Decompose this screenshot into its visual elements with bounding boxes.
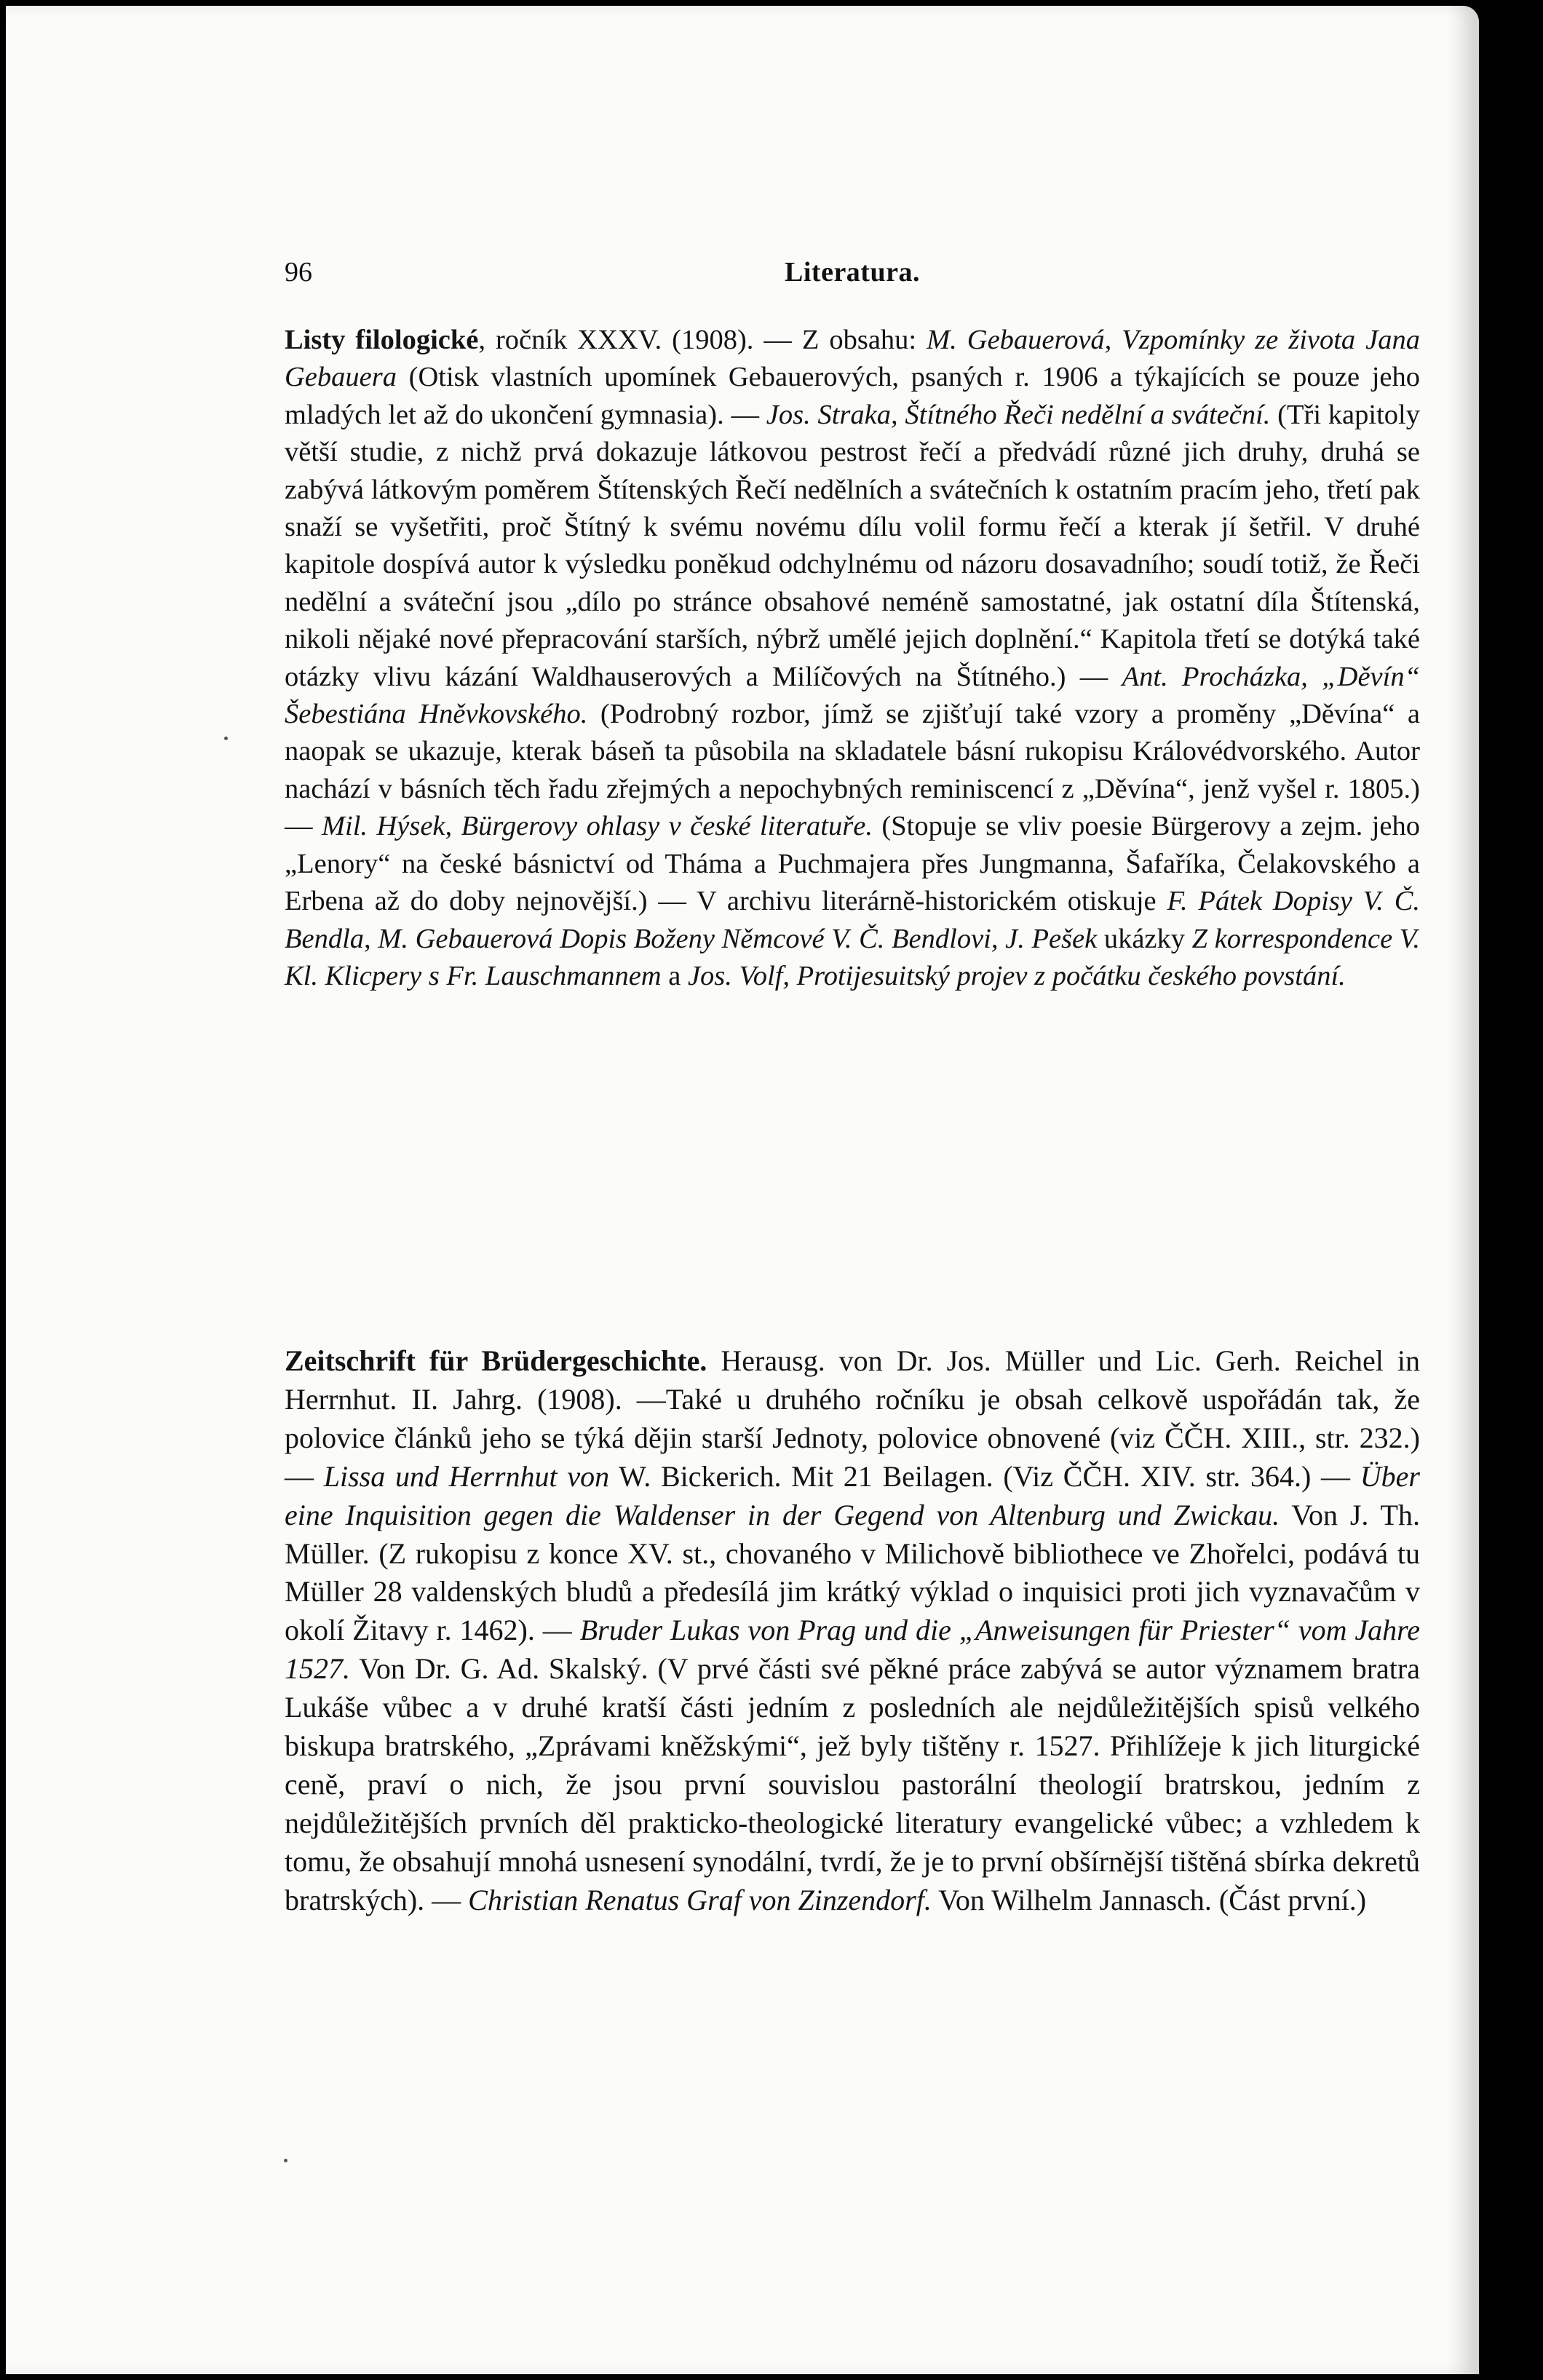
review-entry-zeitschrift-fur-brudergeschichte — [285, 1342, 1420, 1920]
scan-speck — [224, 737, 228, 740]
scan-speck — [284, 2159, 287, 2162]
journal-title: Listy filologické — [285, 325, 479, 355]
journal-title: Zeitschrift für Brüdergeschichte. — [285, 1344, 707, 1377]
page-header — [285, 256, 1420, 300]
entry-paragraph: Zeitschrift für Brüdergeschichte. Herausg. von Dr. Jos. Müller und Lic. Gerh. Reichel in Herrnhut. II. Jahrg. (1908). —Také u druhého ročníku je obsah celkově uspořádán tak, že polovice článků jeho se týká dějin starší Jednoty, polovice obnovené (viz ČČH. XIII., str. 232.) — Lissa und Herrnhut von W. Bickerich. Mit 21 Beilagen. (Viz ČČH. XIV. str. 364.) — Über eine Inquisition gegen die Waldenser in der Gegend von Altenburg und Zwickau. Von J. Th. Müller. (Z rukopisu z konce XV. st., chovaného v Milichově bibliothece ve Zhořelci, podává tu Müller 28 valdenských bludů a předesílá jim krátký výklad o inquisici proti jich vyznavačům v okolí Žitavy r. 1462). — Bruder Lukas von Prag und die „Anweisungen für Priester“ vom Jahre 1527. Von Dr. G. Ad. Skalský. (V prvé části své pěkné práce zabývá se autor významem bratra Lukáše vůbec a v druhé kratší části jedním z posledních ale nejdůležitějších spisů velkého biskupa bratrského, „Zprávami kněžskými“, jež byly tištěny r. 1527. Přihlížeje k jich liturgické ceně, praví o nich, že jsou první souvislou pastorální theologií bratrskou, jedním z nejdůležitějších prvních děl prakticko-theologické literatury evangelické vůbec; a vzhledem k tomu, že obsahují mnohá usnesení synodální, tvrdí, že je to první obšírnější tištěná sbírka dekretů bratrských). — Christian Renatus Graf von Zinzendorf. Von Wilhelm Jannasch. (Část první.) — [285, 1344, 1421, 1916]
page-edge-shadow — [1447, 6, 1479, 2374]
scanned-page — [6, 6, 1479, 2374]
entry-paragraph: Listy filologické, ročník XXXV. (1908). — Z obsahu: M. Gebauerová, Vzpomínky ze života Jana Gebauera (Otisk vlastních upomínek Gebauerových, psaných r. 1906 a týkajících se pouze jeho mladých let až do ukončení gymnasia). — Jos. Straka, Štítného Řeči nedělní a sváteční. (Tři kapitoly větší studie, z nichž prvá dokazuje látkovou pestrost řečí a předvádí různé jich druhy, druhá se zabývá látkovým poměrem Štítenských Řečí nedělních a svátečních k ostatním pracím jeho, třetí pak snaží se vyšetřiti, proč Štítný k svému novému dílu volil formu řečí a kterak jí šetřil. V druhé kapitole dospívá autor k výsledku poněkud odchylnému od názoru dosavadního; soudí totiž, že Řeči nedělní a sváteční jsou „dílo po stránce obsahové neméně samostatné, jak ostatní díla Štítenská, nikoli nějaké nové přepracování starších, nýbrž umělé jejich doplnění.“ Kapitola třetí se dotýká také otázky vlivu kázání Waldhauserových a Milíčových na Štítného.) — Ant. Procházka, „Děvín“ Šebestiána Hněvkovského. (Podrobný rozbor, jímž se zjišťují také vzory a proměny „Děvína“ a naopak se ukazuje, kterak báseň ta působila na skladatele básní rukopisu Královédvorského. Autor nachází v básních těch řadu zřejmých a nepochybných reminiscencí z „Děvína“, jenž vyšel r. 1805.) — Mil. Hýsek, Bürgerovy ohlasy v české literatuře. (Stopuje se vliv poesie Bürgerovy a zejm. jeho „Lenory“ na české básnictví od Tháma a Puchmajera přes Jungmanna, Šafaříka, Čelakovského a Erbena až do doby nejnovější.) — V archivu literárně-historickém otiskuje F. Pátek Dopisy V. Č. Bendla, M. Gebauerová Dopis Boženy Němcové V. Č. Bendlovi, J. Pešek ukázky Z korrespondence V. Kl. Klicpery s Fr. Lauschmannem a Jos. Volf, Protijesuitský projev z počátku českého povstání. — [285, 325, 1421, 991]
page-number: 96 — [285, 257, 312, 287]
running-title: Literatura. — [785, 257, 920, 287]
review-entry-listy-filologicke — [285, 322, 1420, 995]
